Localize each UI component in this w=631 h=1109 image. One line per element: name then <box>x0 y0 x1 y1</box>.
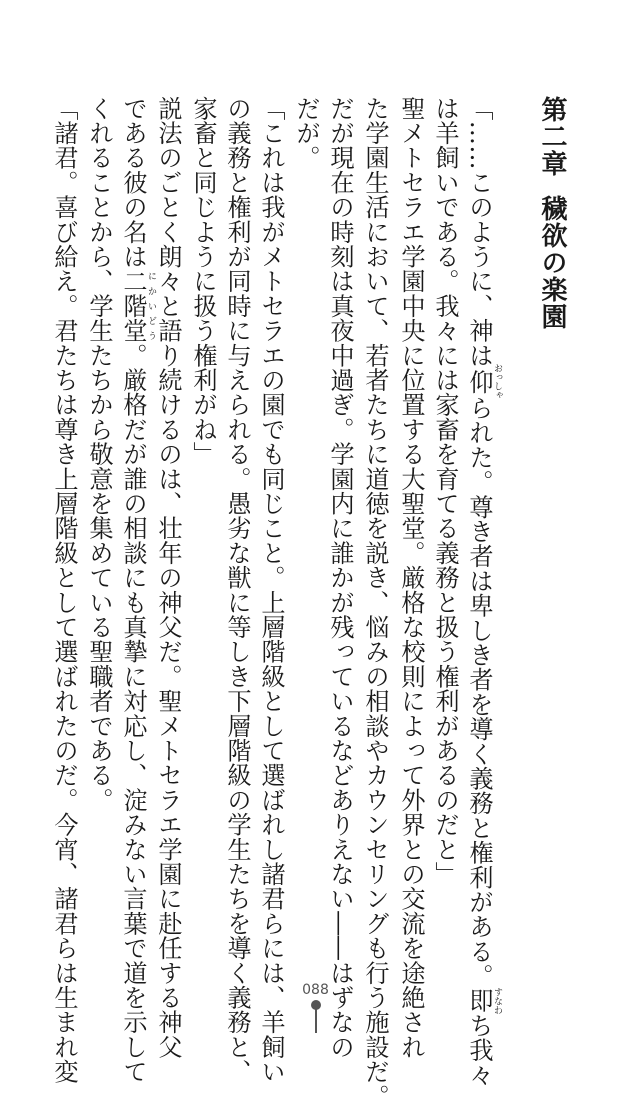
text-column-11 <box>116 96 156 1084</box>
ruby-reading: おっしゃ <box>492 363 502 400</box>
page-number: 088 <box>302 982 329 998</box>
text-column-12: くれることから、学生たちから敬意を集めている聖職者である。 <box>85 96 113 813</box>
chapter-title: 穢欲の楽園 <box>537 195 567 330</box>
text-column-10: 説法のごとく朗々と語り続けるのは、壮年の神父だ。聖メトセラエ学園に赴任する神父 <box>154 96 182 1060</box>
text-segment: 「……このように、神は <box>465 96 493 368</box>
text-column-2: は羊飼いである。我々には家畜を育てる義務と扱う権利があるのだと」 <box>431 96 459 887</box>
text-segment: られた。尊き者は卑しき者を導く義務と権利がある。 <box>465 395 493 989</box>
ruby-base: 仰 <box>465 363 493 400</box>
text-column-4: た学園生活において、若者たちに道徳を説き、悩みの相談やカウンセリングも行う施設だ。 <box>361 96 389 1109</box>
ruby-gyo <box>465 363 502 400</box>
ruby-reading: にかいどう <box>146 268 156 344</box>
text-column-8: の義務と権利が同時に与えられる。愚劣な獣に等しき下層階級の学生たちを導く義務と、 <box>223 96 251 1084</box>
text-column-6: だが。 <box>292 96 320 171</box>
text-column-5: だが現在の時刻は真夜中過ぎ。学園内に誰かが残っているなどありえない――はずなの <box>326 96 354 1060</box>
text-column-13: 「諸君。喜び給え。君たちは尊き上層階級として選ばれたのだ。今宵、諸君らは生まれ変 <box>50 96 78 1084</box>
chapter-heading <box>537 96 571 330</box>
ruby-reading: すなわ <box>492 987 502 1015</box>
ruby-nikaido <box>119 268 156 344</box>
text-column-9: 家畜と同じように扱う権利がね」 <box>189 96 217 467</box>
text-segment: である彼の名は <box>119 96 147 269</box>
chapter-number: 第二章 <box>537 96 567 177</box>
text-segment: 。厳格だが誰の相談にも真摯に対応し、淀みない言葉で道を示して <box>119 343 147 1085</box>
text-segment: ち我々 <box>465 1013 493 1088</box>
text-column-3: 聖メトセラエ学園中央に位置する大聖堂。厳格な校則によって外界との交流を途絶され <box>397 96 425 1060</box>
text-column-7: 「これは我がメトセラエの園でも同じこと。上層階級として選ばれし諸君らには、羊飼い <box>257 96 285 1084</box>
ruby-base: 即 <box>465 987 493 1015</box>
ruby-base: 二階堂 <box>119 268 147 344</box>
text-column-1 <box>462 96 502 1087</box>
page-marker-line <box>315 1008 317 1033</box>
